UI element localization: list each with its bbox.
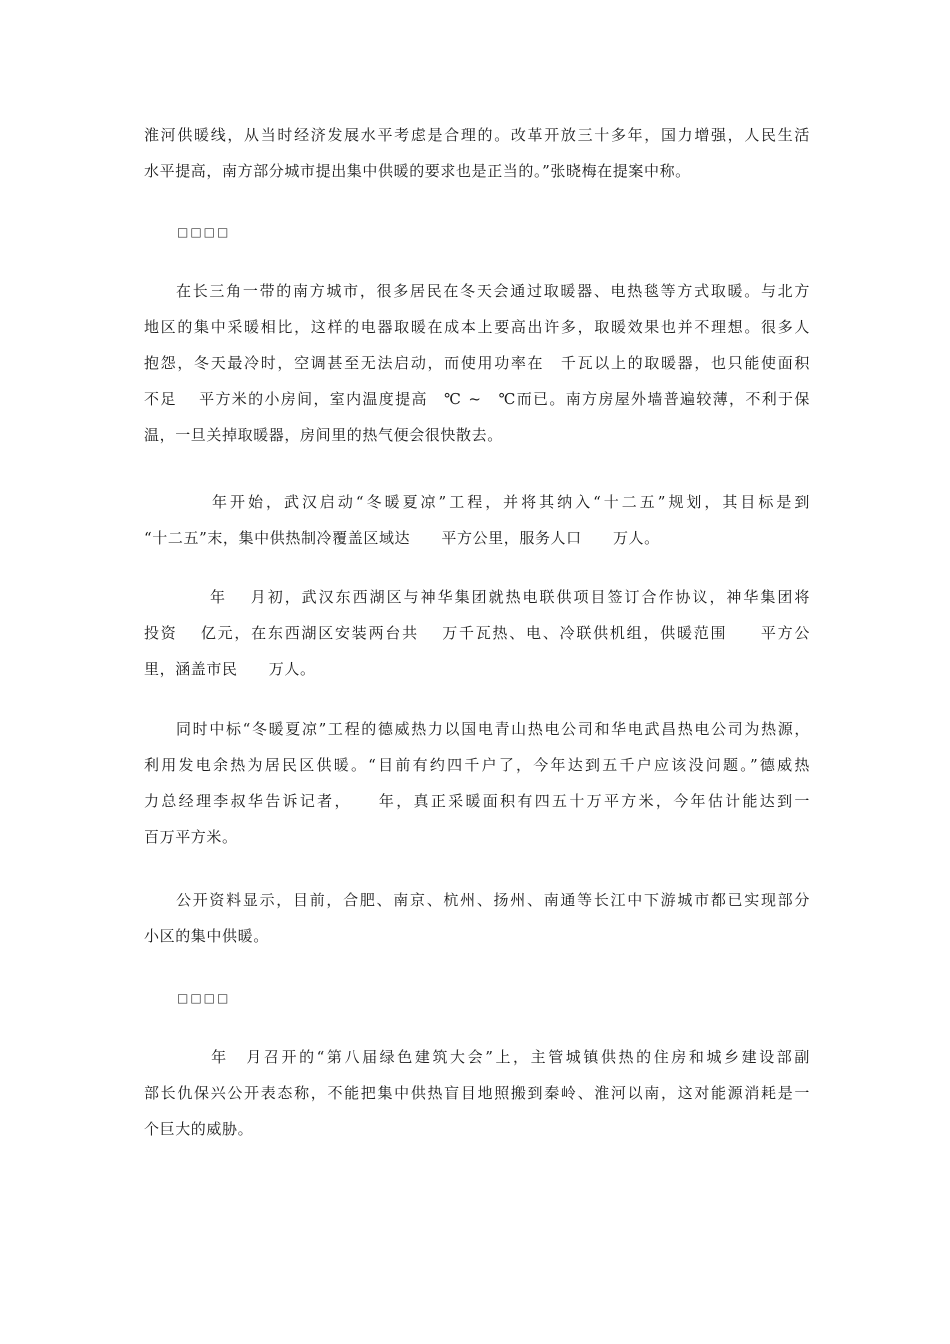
- text-line: 小区的集中供暖。: [144, 927, 269, 945]
- text-line: 公开资料显示，目前，合肥、南京、杭州、扬州、南通等长江中下游城市都已实现部分: [176, 891, 810, 909]
- section-marker: □□□□: [177, 225, 231, 239]
- paragraph-5: [144, 711, 810, 855]
- section-marker: □□□□: [177, 991, 231, 1005]
- text-line: 淮河供暖线，从当时经济发展水平考虑是合理的。改革开放三十多年，国力增强，人民生活: [144, 126, 810, 144]
- paragraph-6: [144, 882, 810, 954]
- paragraph-3: [144, 484, 810, 556]
- text-line: 利用发电余热为居民区供暖。“目前有约四千户了，今年达到五千户应该没问题。”德威热: [144, 756, 810, 774]
- paragraph-2: [144, 273, 810, 453]
- text-line: 个巨大的威胁。: [144, 1120, 254, 1138]
- text-line: 百万平方米。: [144, 828, 238, 846]
- text-line: 不足 平方米的小房间，室内温度提高 ℃ ~ ℃而已。南方房屋外墙普遍较薄，不利于保: [144, 390, 810, 408]
- text-line: 里，涵盖市民 万人。: [144, 660, 316, 678]
- text-line: 在长三角一带的南方城市，很多居民在冬天会通过取暖器、电热毯等方式取暖。与北方: [176, 282, 810, 300]
- text-line: 部长仇保兴公开表态称，不能把集中供热盲目地照搬到秦岭、淮河以南，这对能源消耗是一: [144, 1084, 810, 1102]
- text-line: “十二五”末，集中供热制冷覆盖区域达 平方公里，服务人口 万人。: [144, 529, 660, 547]
- paragraph-7: [144, 1039, 810, 1147]
- text-line: 年 月召开的“第八届绿色建筑大会”上，主管城镇供热的住房和城乡建设部副: [176, 1048, 810, 1066]
- text-line: 抱怨，冬天最冷时，空调甚至无法启动，而使用功率在 千瓦以上的取暖器，也只能使面积: [144, 354, 810, 372]
- text-line: 年开始，武汉启动“冬暖夏凉”工程，并将其纳入“十二五”规划，其目标是到: [176, 493, 810, 511]
- text-line: 温，一旦关掉取暖器，房间里的热气便会很快散去。: [144, 426, 503, 444]
- text-line: 水平提高，南方部分城市提出集中供暖的要求也是正当的。”张晓梅在提案中称。: [144, 162, 691, 180]
- paragraph-4: [144, 579, 810, 687]
- text-line: 力总经理李叔华告诉记者， 年，真正采暖面积有四五十万平方米，今年估计能达到一: [144, 792, 810, 810]
- text-line: 投资 亿元，在东西湖区安装两台共 万千瓦热、电、冷联供机组，供暖范围 平方公: [144, 624, 810, 642]
- text-line: 年 月初，武汉东西湖区与神华集团就热电联供项目签订合作协议，神华集团将: [176, 588, 810, 606]
- text-line: 地区的集中采暖相比，这样的电器取暖在成本上要高出许多，取暖效果也并不理想。很多人: [144, 318, 810, 336]
- paragraph-1: [144, 117, 810, 189]
- text-line: 同时中标“冬暖夏凉”工程的德威热力以国电青山热电公司和华电武昌热电公司为热源，: [176, 720, 810, 738]
